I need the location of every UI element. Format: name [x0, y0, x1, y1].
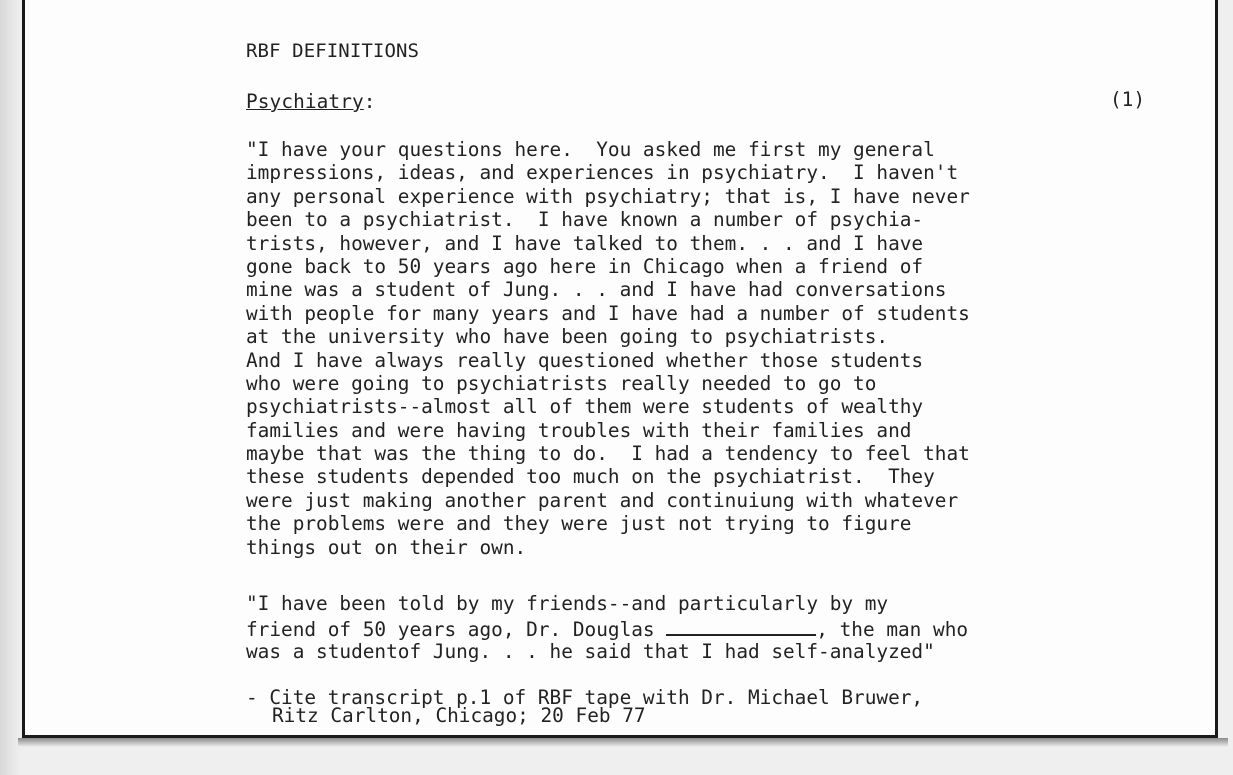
text-line: maybe that was the thing to do. I had a tendency to feel that: [246, 442, 970, 466]
text-line: at the university who have been going to psychiatrists.: [246, 325, 889, 349]
text-line: families and were having troubles with their families and: [246, 418, 912, 442]
text-line: mine was a student of Jung. . . and I have had conversations: [246, 278, 947, 302]
section-title-colon: :: [363, 90, 376, 113]
text-line: been to a psychiatrist. I have known a number of psychia-: [246, 208, 924, 232]
citation-line-1: - Cite transcript p.1 of RBF tape with Dr. Michael Bruwer,: [246, 686, 924, 709]
text-line: impressions, ideas, and experiences in psychiatry. I haven't: [246, 161, 959, 185]
citation-line-2: Ritz Carlton, Chicago; 20 Feb 77: [272, 704, 646, 727]
text-line: "I have your questions here. You asked me first my general: [246, 138, 935, 161]
text-line: "I have been told by my friends--and particularly by my: [246, 592, 889, 615]
text-line: things out on their own.: [246, 535, 527, 559]
scan-left-edge: [0, 0, 20, 775]
section-title-text: Psychiatry: [246, 90, 364, 113]
text-line: with people for many years and I have had a number of students: [246, 301, 970, 325]
text-line: the problems were and they were just not trying to figure: [246, 512, 912, 536]
document-heading: RBF DEFINITIONS: [246, 40, 420, 62]
text-line: were just making another parent and continuiung with whatever: [246, 488, 959, 512]
name-blank-underline: [666, 616, 816, 636]
text-line: psychiatrists--almost all of them were students of wealthy: [246, 395, 924, 419]
text-line: was a studentof Jung. . . he said that I had self-analyzed": [246, 640, 935, 663]
text-fragment: friend of 50 years ago, Dr. Douglas: [246, 618, 667, 641]
section-title: [246, 90, 376, 113]
section-number: (1): [1110, 88, 1146, 111]
paragraph-quote-1: [246, 138, 970, 559]
text-line: trists, however, and I have talked to them. . . and I have: [246, 231, 924, 255]
text-line: And I have always really questioned whether those students: [246, 348, 924, 372]
paragraph-quote-2: [246, 592, 968, 664]
text-line: these students depended too much on the psychiatrist. They: [246, 465, 935, 489]
text-line: gone back to 50 years ago here in Chicago when a friend of: [246, 254, 924, 278]
text-line: who were going to psychiatrists really needed to go to: [246, 371, 877, 395]
text-line: any personal experience with psychiatry; that is, I have never: [246, 184, 970, 208]
text-fragment: , the man who: [816, 618, 969, 641]
text-line-with-blank: [246, 616, 968, 640]
page-bottom-shadow: [18, 738, 1228, 747]
